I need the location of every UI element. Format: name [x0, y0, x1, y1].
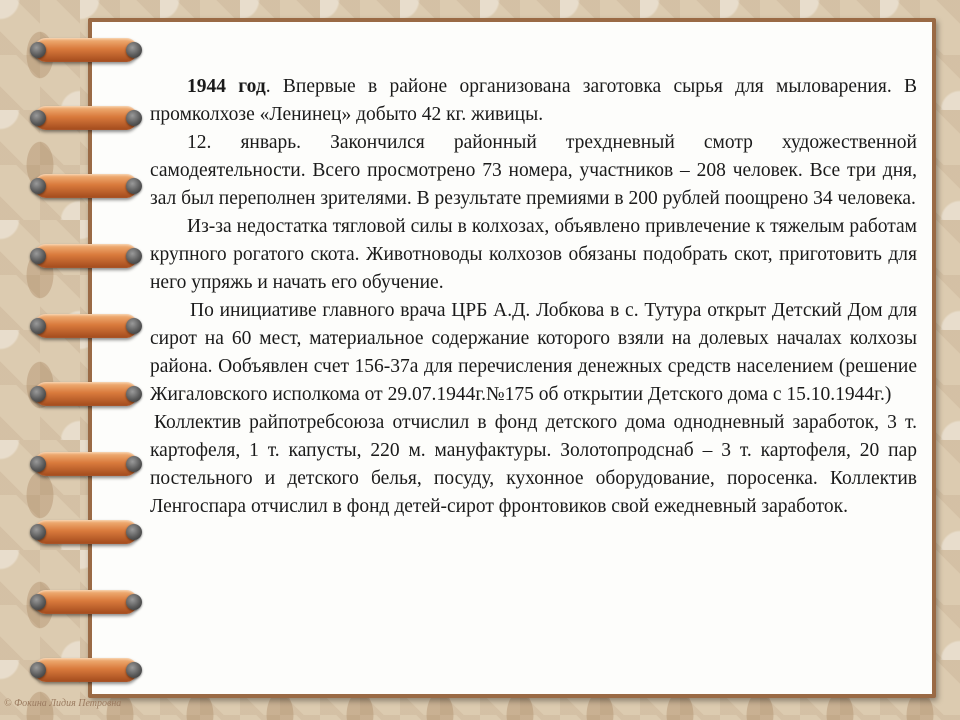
binder-ring — [34, 244, 138, 268]
year-heading: 1944 год — [187, 76, 266, 97]
binder-ring — [34, 658, 138, 682]
binder-ring — [34, 590, 138, 614]
binder-ring — [34, 106, 138, 130]
binder-ring — [34, 174, 138, 198]
binder-ring — [34, 314, 138, 338]
binder-ring — [34, 520, 138, 544]
binder-ring — [34, 38, 138, 62]
author-watermark: © Фокина Лидия Петровна — [4, 698, 122, 709]
paragraph-orphanage: По инициативе главного врача ЦРБ А.Д. Лобкова в с. Тутура открыт Детский Дом для сирот на 60 мест, материальное содержание которого взяли на долевых началах колхозы района. Ообъявлен счет 156-37а для перечисления денежных средств населением (решение Жигаловского исполкома от 29.07.1944г.№175 об открытии Детского дома с 15.10.1944г.) — [150, 300, 917, 405]
paragraph-january: 12. январь. Закончился районный трехдневный смотр художественной самодеятельности. Всего просмотрено 73 номера, участников – 208 человек. Все три дня, зал был переполнен зрителями. В результате премиями в 200 рублей поощрено 34 человека. — [150, 132, 917, 209]
paragraph-cattle: Из-за недостатка тягловой силы в колхозах, объявлено привлечение к тяжелым работам крупного рогатого скота. Животноводы колхозов обязаны подобрать скот, приготовить для него упряжь и начать его обучение. — [150, 216, 917, 293]
binder-ring — [34, 452, 138, 476]
binder-ring — [34, 382, 138, 406]
document-text — [150, 73, 917, 521]
paragraph-donations: Коллектив райпотребсоюза отчислил в фонд детского дома однодневный заработок, 3 т. картофеля, 1 т. капусты, 220 м. мануфактуры. Золотопродснаб – 3 т. картофеля, 20 пар постельного и детского белья, посуду, кухонное оборудование, поросенка. Коллектив Ленгоспара отчислил в фонд детей-сирот фронтовиков свой ежедневный заработок. — [150, 412, 917, 517]
paragraph-1944 — [150, 73, 917, 129]
paragraph-text: . Впервые в районе организована заготовка сырья для мыловарения. В промколхозе «Ленинец» добыто 42 кг. живицы. — [150, 76, 918, 125]
